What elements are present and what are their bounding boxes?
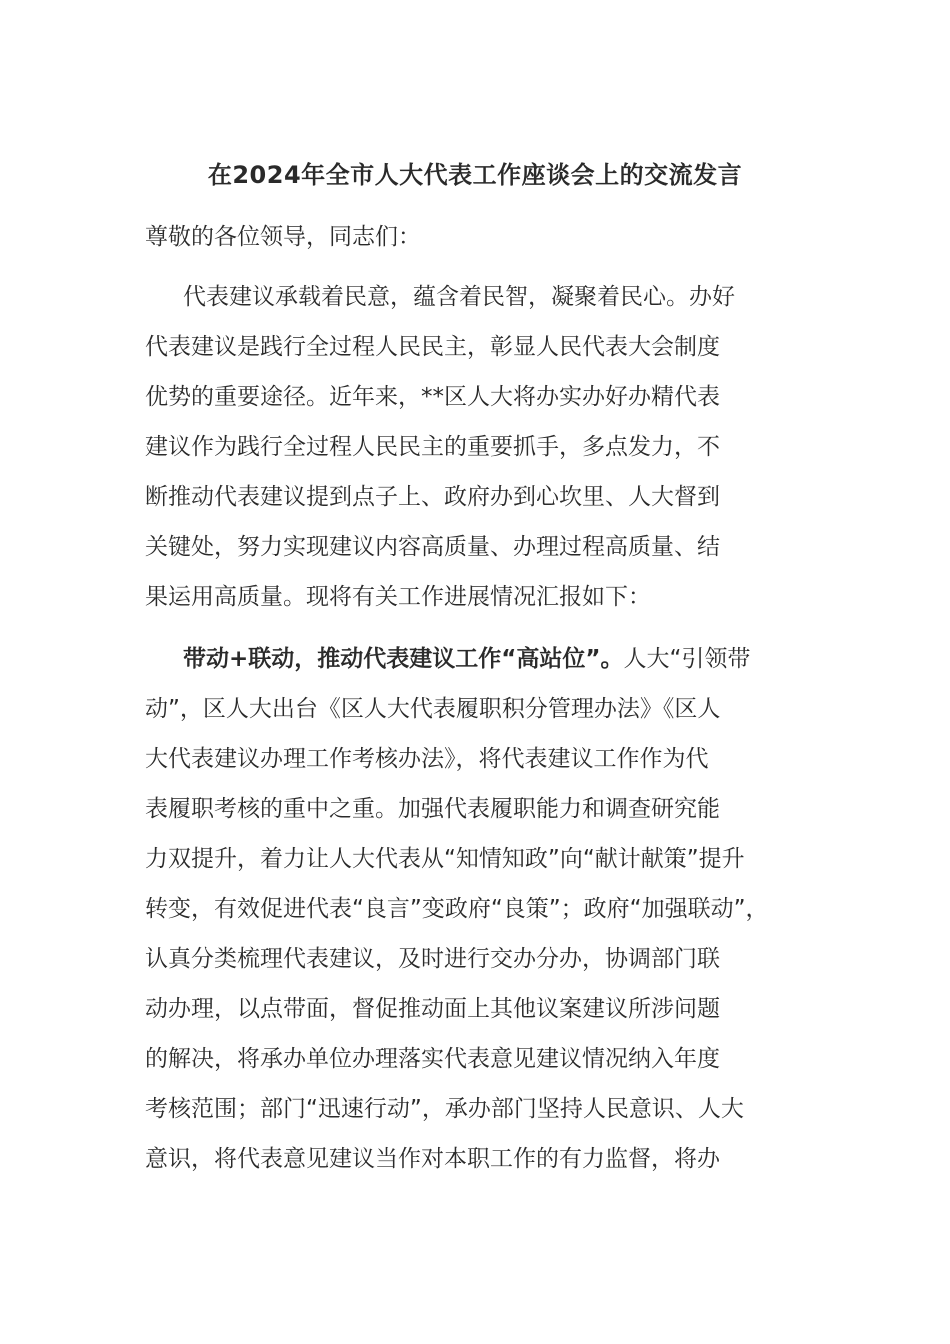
paragraph-section-1: [145, 634, 810, 1184]
paragraph-line: 表履职考核的重中之重。加强代表履职能力和调查研究能: [145, 796, 720, 822]
paragraph-line: 转变，有效促进代表“良言”变政府“良策”；政府“加强联动”，: [145, 896, 769, 922]
paragraph-line: 考核范围；部门“迅速行动”，承办部门坚持人民意识、人大: [145, 1096, 744, 1122]
section-heading: 带动+联动，推动代表建议工作“高站位”。: [183, 646, 624, 672]
paragraph-line: 代表建议承载着民意，蕴含着民智，凝聚着民心。办好: [183, 284, 735, 310]
paragraph-line: 的解决，将承办单位办理落实代表意见建议情况纳入年度: [145, 1046, 720, 1072]
paragraph-line: 大代表建议办理工作考核办法》，将代表建议工作作为代: [145, 746, 709, 772]
paragraph-line: 建议作为践行全过程人民民主的重要抓手，多点发力，不: [145, 434, 720, 460]
document-title: 在2024年全市人大代表工作座谈会上的交流发言: [207, 161, 743, 189]
paragraph-line: 果运用高质量。现将有关工作进展情况汇报如下：: [145, 584, 651, 610]
paragraph-line: 力双提升，着力让人大代表从“知情知政”向“献计献策”提升: [145, 846, 745, 872]
paragraph-line: 关键处，努力实现建议内容高质量、办理过程高质量、结: [145, 534, 720, 560]
paragraph-line: 认真分类梳理代表建议，及时进行交办分办，协调部门联: [145, 946, 720, 972]
paragraph-intro: [145, 272, 810, 622]
paragraph-first-line: [145, 634, 810, 684]
paragraph-line: 优势的重要途径。近年来，**区人大将办实办好办精代表: [145, 384, 720, 410]
paragraph-line: 意识，将代表意见建议当作对本职工作的有力监督，将办: [145, 1146, 720, 1172]
salutation: 尊敬的各位领导，同志们：: [145, 224, 421, 250]
paragraph-line: 断推动代表建议提到点子上、政府办到心坎里、人大督到: [145, 484, 720, 510]
paragraph-line: 代表建议是践行全过程人民民主，彰显人民代表大会制度: [145, 334, 720, 360]
section-heading-continuation: 人大“引领带: [623, 646, 751, 672]
paragraph-line: 动”，区人大出台《区人大代表履职积分管理办法》《区人: [145, 696, 721, 722]
paragraph-line: 动办理，以点带面，督促推动面上其他议案建议所涉问题: [145, 996, 720, 1022]
